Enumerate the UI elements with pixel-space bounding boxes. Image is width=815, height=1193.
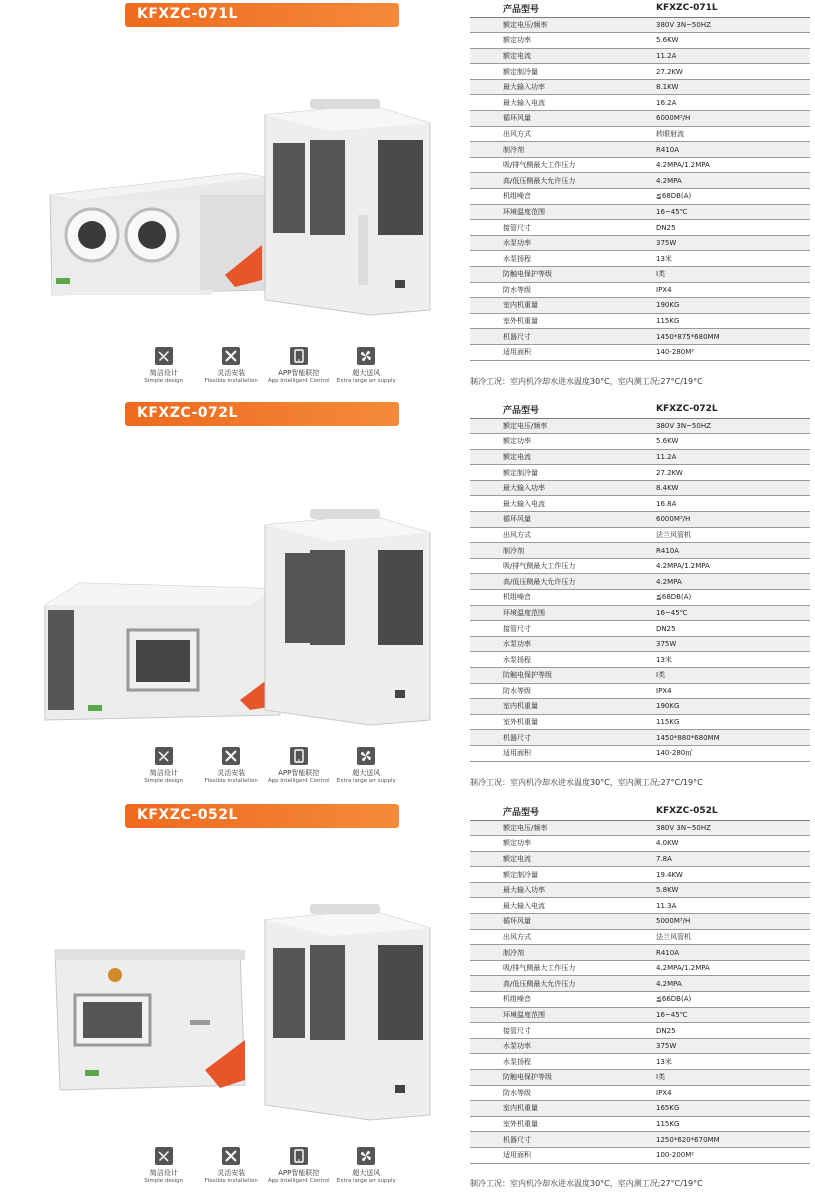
spec-label: 最大输入电流	[470, 496, 650, 512]
spec-label: 防触电保护等级	[470, 668, 650, 684]
spec-row	[470, 1116, 810, 1132]
spec-row	[470, 480, 810, 496]
wrench-screwdriver-icon	[221, 746, 241, 766]
spec-row	[470, 251, 810, 267]
spec-row	[470, 543, 810, 559]
feature-label-en: Flexible installation	[204, 1178, 258, 1184]
feature-label-cn: 超大送风	[352, 769, 381, 777]
feature-app-control	[265, 746, 333, 794]
spec-label: 制冷剂	[470, 142, 650, 158]
spec-label: 额定电压/频率	[470, 17, 650, 33]
spec-row	[470, 449, 810, 465]
spec-row	[470, 418, 810, 434]
model-banner	[125, 804, 399, 828]
pencil-ruler-icon	[154, 346, 174, 366]
spec-value: 5000M³/H	[650, 914, 810, 930]
spec-value: I类	[650, 267, 810, 283]
feature-simple-design	[130, 1146, 198, 1193]
spec-row	[470, 960, 810, 976]
spec-row	[470, 111, 810, 127]
spec-value: 375W	[650, 636, 810, 652]
feature-flexible-installation	[198, 746, 266, 794]
spec-label: 吸/排气侧最大工作压力	[470, 558, 650, 574]
spec-value: DN25	[650, 621, 810, 637]
feature-app-control	[265, 346, 333, 394]
spec-row	[470, 33, 810, 49]
spec-header-row	[470, 803, 810, 820]
spec-value: 16~45℃	[650, 605, 810, 621]
spec-value: 5.8KW	[650, 882, 810, 898]
feature-label-cn: 超大送风	[352, 369, 381, 377]
model-banner	[125, 402, 399, 426]
spec-value: 4.2MPA	[650, 976, 810, 992]
spec-label: 吸/排气侧最大工作压力	[470, 960, 650, 976]
spec-label: 循环风量	[470, 111, 650, 127]
model-title: KFXZC-072L	[137, 405, 238, 421]
spec-value: 1450*875*680MM	[650, 329, 810, 345]
fan-icon	[356, 746, 376, 766]
spec-label: 适用面积	[470, 1147, 650, 1163]
spec-row	[470, 220, 810, 236]
spec-label: 水泵功率	[470, 235, 650, 251]
pencil-ruler-icon	[154, 746, 174, 766]
spec-row	[470, 745, 810, 761]
spec-row	[470, 1101, 810, 1117]
feature-label-cn: APP智能联控	[278, 1169, 320, 1177]
spec-row	[470, 527, 810, 543]
pencil-ruler-icon	[154, 1146, 174, 1166]
spec-row	[470, 1147, 810, 1163]
spec-row	[470, 605, 810, 621]
model-title: KFXZC-052L	[137, 807, 238, 823]
spec-label: 接管尺寸	[470, 220, 650, 236]
spec-label: 水泵功率	[470, 636, 650, 652]
spec-header-model: KFXZC-072L	[650, 401, 810, 418]
spec-row	[470, 329, 810, 345]
product-photo	[40, 505, 450, 765]
spec-row	[470, 434, 810, 450]
spec-value: 140-280㎡	[650, 745, 810, 761]
spec-label: 出风方式	[470, 527, 650, 543]
feature-label-en: App Intelligent Control	[267, 378, 330, 384]
spec-label: 循环风量	[470, 512, 650, 528]
spec-value: 375W	[650, 1038, 810, 1054]
spec-row	[470, 189, 810, 205]
spec-row	[470, 1007, 810, 1023]
feature-flexible-installation	[198, 1146, 266, 1193]
feature-label-en: Flexible installation	[204, 778, 258, 784]
spec-value: DN25	[650, 1023, 810, 1039]
feature-label-en: Extra large air supply	[336, 778, 396, 784]
spec-label: 适用面积	[470, 344, 650, 360]
spec-value: 115KG	[650, 714, 810, 730]
spec-label: 额定电流	[470, 449, 650, 465]
test-condition-note: 制冷工况：室内机冷却水进水温度30°C，室内测工况;27°C/19°C	[470, 377, 703, 386]
feature-label-cn: 简洁设计	[149, 769, 178, 777]
spec-label: 制冷剂	[470, 945, 650, 961]
spec-label: 出风方式	[470, 929, 650, 945]
spec-row	[470, 867, 810, 883]
spec-label: 防触电保护等级	[470, 1070, 650, 1086]
spec-label: 额定制冷量	[470, 867, 650, 883]
spec-label: 额定电压/频率	[470, 418, 650, 434]
feature-label-cn: 简洁设计	[149, 1169, 178, 1177]
spec-label: 机器尺寸	[470, 329, 650, 345]
spec-value: 4.2MPA/1.2MPA	[650, 558, 810, 574]
spec-label: 防触电保护等级	[470, 267, 650, 283]
spec-row	[470, 714, 810, 730]
spec-value: 7.8A	[650, 851, 810, 867]
spec-label: 最大输入电流	[470, 898, 650, 914]
spec-value: DN25	[650, 220, 810, 236]
spec-row	[470, 914, 810, 930]
spec-label: 额定功率	[470, 836, 650, 852]
spec-value: 6000M³/H	[650, 111, 810, 127]
model-banner	[125, 3, 399, 27]
spec-label: 制冷剂	[470, 543, 650, 559]
spec-label: 室外机重量	[470, 313, 650, 329]
spec-label: 循环风量	[470, 914, 650, 930]
spec-row	[470, 64, 810, 80]
spec-row	[470, 344, 810, 360]
spec-label: 额定制冷量	[470, 64, 650, 80]
product-photo	[40, 900, 450, 1160]
spec-value: 100-200M²	[650, 1147, 810, 1163]
spec-row	[470, 298, 810, 314]
test-condition-note: 制冷工况：室内机冷却水进水温度30°C，室内测工况;27°C/19°C	[470, 778, 703, 787]
spec-value: 13米	[650, 251, 810, 267]
feature-row	[130, 746, 400, 794]
spec-value: 27.2KW	[650, 64, 810, 80]
spec-row	[470, 512, 810, 528]
fan-icon	[356, 346, 376, 366]
spec-value: 16.2A	[650, 95, 810, 111]
spec-row	[470, 1085, 810, 1101]
spec-value: 4.2MPA	[650, 574, 810, 590]
feature-flexible-installation	[198, 346, 266, 394]
spec-row	[470, 465, 810, 481]
feature-label-en: Extra large air supply	[336, 1178, 396, 1184]
spec-row	[470, 882, 810, 898]
spec-value: 11.2A	[650, 48, 810, 64]
spec-row	[470, 976, 810, 992]
spec-row	[470, 1023, 810, 1039]
spec-row	[470, 898, 810, 914]
spec-row	[470, 851, 810, 867]
spec-label: 最大输入功率	[470, 480, 650, 496]
spec-label: 水泵扬程	[470, 1054, 650, 1070]
spec-row	[470, 820, 810, 836]
spec-row	[470, 267, 810, 283]
spec-value: 8.1KW	[650, 79, 810, 95]
spec-value: 1250*620*670MM	[650, 1132, 810, 1148]
spec-value: I类	[650, 668, 810, 684]
spec-row	[470, 683, 810, 699]
spec-row	[470, 992, 810, 1008]
fan-icon	[356, 1146, 376, 1166]
spec-header-model: KFXZC-052L	[650, 803, 810, 820]
feature-label-en: Simple design	[144, 1178, 184, 1184]
spec-row	[470, 313, 810, 329]
spec-label: 额定电流	[470, 48, 650, 64]
spec-label: 额定功率	[470, 33, 650, 49]
spec-row	[470, 17, 810, 33]
spec-header-label: 产品型号	[470, 401, 650, 418]
spec-header-row	[470, 401, 810, 418]
spec-row	[470, 636, 810, 652]
spec-label: 吸/排气侧最大工作压力	[470, 157, 650, 173]
feature-large-air-supply	[333, 746, 401, 794]
spec-row	[470, 699, 810, 715]
feature-label-cn: 灵活安装	[217, 369, 246, 377]
spec-value: 1450*880*680MM	[650, 730, 810, 746]
feature-app-control	[265, 1146, 333, 1193]
spec-row	[470, 1070, 810, 1086]
spec-header-row	[470, 0, 810, 17]
spec-row	[470, 836, 810, 852]
spec-row	[470, 496, 810, 512]
spec-label: 室内机重量	[470, 1101, 650, 1117]
spec-row	[470, 204, 810, 220]
spec-label: 机组噪音	[470, 590, 650, 606]
spec-label: 防水等级	[470, 1085, 650, 1101]
spec-value: 165KG	[650, 1101, 810, 1117]
spec-row	[470, 1132, 810, 1148]
spec-value: 13米	[650, 1054, 810, 1070]
spec-label: 额定电压/频率	[470, 820, 650, 836]
feature-label-cn: 超大送风	[352, 1169, 381, 1177]
spec-value: R410A	[650, 945, 810, 961]
spec-value: 190KG	[650, 298, 810, 314]
wrench-screwdriver-icon	[221, 346, 241, 366]
spec-value: 375W	[650, 235, 810, 251]
spec-value: 190KG	[650, 699, 810, 715]
spec-label: 环境温度范围	[470, 1007, 650, 1023]
feature-row	[130, 346, 400, 394]
feature-label-cn: 灵活安装	[217, 769, 246, 777]
feature-label-cn: APP智能联控	[278, 369, 320, 377]
spec-label: 高/低压侧最大允许压力	[470, 976, 650, 992]
spec-row	[470, 157, 810, 173]
spec-value: R410A	[650, 142, 810, 158]
feature-label-en: Simple design	[144, 778, 184, 784]
feature-label-en: App Intelligent Control	[267, 1178, 330, 1184]
feature-large-air-supply	[333, 346, 401, 394]
spec-value: IPX4	[650, 282, 810, 298]
spec-value: 11.2A	[650, 449, 810, 465]
spec-value: 115KG	[650, 1116, 810, 1132]
spec-value: 8.4KW	[650, 480, 810, 496]
spec-value: ≦66DB(A)	[650, 992, 810, 1008]
spec-label: 额定功率	[470, 434, 650, 450]
spec-row	[470, 929, 810, 945]
feature-label-en: Simple design	[144, 378, 184, 384]
spec-row	[470, 945, 810, 961]
spec-label: 最大输入功率	[470, 79, 650, 95]
spec-value: 转眼射流	[650, 126, 810, 142]
feature-label-en: Flexible installation	[204, 378, 258, 384]
spec-label: 机组噪音	[470, 189, 650, 205]
spec-table	[470, 0, 810, 361]
spec-label: 接管尺寸	[470, 1023, 650, 1039]
spec-row	[470, 79, 810, 95]
feature-label-cn: APP智能联控	[278, 769, 320, 777]
feature-label-cn: 灵活安装	[217, 1169, 246, 1177]
spec-value: 4.2MPA	[650, 173, 810, 189]
spec-label: 防水等级	[470, 683, 650, 699]
spec-value: R410A	[650, 543, 810, 559]
spec-value: 380V 3N~50HZ	[650, 418, 810, 434]
wrench-screwdriver-icon	[221, 1146, 241, 1166]
spec-label: 机器尺寸	[470, 1132, 650, 1148]
spec-value: IPX4	[650, 683, 810, 699]
feature-label-cn: 简洁设计	[149, 369, 178, 377]
test-condition-note: 制冷工况：室内机冷却水进水温度30°C，室内测工况;27°C/19°C	[470, 1179, 703, 1188]
spec-label: 高/低压侧最大允许压力	[470, 173, 650, 189]
spec-label: 高/低压侧最大允许压力	[470, 574, 650, 590]
spec-row	[470, 730, 810, 746]
spec-row	[470, 235, 810, 251]
spec-table	[470, 401, 810, 762]
spec-row	[470, 173, 810, 189]
spec-value: 法兰风管机	[650, 929, 810, 945]
spec-value: 140-280M²	[650, 344, 810, 360]
spec-label: 额定电流	[470, 851, 650, 867]
spec-label: 接管尺寸	[470, 621, 650, 637]
spec-row	[470, 668, 810, 684]
spec-value: 法兰风管机	[650, 527, 810, 543]
spec-label: 环境温度范围	[470, 204, 650, 220]
spec-label: 室内机重量	[470, 298, 650, 314]
spec-label: 室外机重量	[470, 1116, 650, 1132]
spec-row	[470, 1038, 810, 1054]
spec-value: 5.6KW	[650, 33, 810, 49]
spec-value: 16~45℃	[650, 1007, 810, 1023]
spec-value: 6000M³/H	[650, 512, 810, 528]
spec-value: IPX4	[650, 1085, 810, 1101]
spec-label: 水泵扬程	[470, 652, 650, 668]
spec-value: 380V 3N~50HZ	[650, 820, 810, 836]
feature-label-en: App Intelligent Control	[267, 778, 330, 784]
spec-row	[470, 558, 810, 574]
spec-value: 115KG	[650, 313, 810, 329]
spec-value: 19.4KW	[650, 867, 810, 883]
spec-row	[470, 590, 810, 606]
spec-label: 最大输入功率	[470, 882, 650, 898]
spec-row	[470, 652, 810, 668]
spec-label: 适用面积	[470, 745, 650, 761]
spec-row	[470, 95, 810, 111]
spec-value: 16~45℃	[650, 204, 810, 220]
feature-label-en: Extra large air supply	[336, 378, 396, 384]
feature-simple-design	[130, 746, 198, 794]
model-title: KFXZC-071L	[137, 6, 238, 22]
spec-row	[470, 621, 810, 637]
spec-value: 16.8A	[650, 496, 810, 512]
feature-simple-design	[130, 346, 198, 394]
phone-app-icon	[289, 346, 309, 366]
spec-label: 机器尺寸	[470, 730, 650, 746]
spec-label: 水泵功率	[470, 1038, 650, 1054]
spec-value: 5.6KW	[650, 434, 810, 450]
spec-row	[470, 1054, 810, 1070]
spec-label: 环境温度范围	[470, 605, 650, 621]
feature-large-air-supply	[333, 1146, 401, 1193]
spec-row	[470, 48, 810, 64]
spec-label: 室外机重量	[470, 714, 650, 730]
feature-row	[130, 1146, 400, 1193]
spec-row	[470, 126, 810, 142]
spec-value: 4.2MPA/1.2MPA	[650, 157, 810, 173]
spec-value: ≦68DB(A)	[650, 590, 810, 606]
spec-label: 机组噪音	[470, 992, 650, 1008]
spec-value: 4.0KW	[650, 836, 810, 852]
spec-row	[470, 282, 810, 298]
spec-header-label: 产品型号	[470, 0, 650, 17]
spec-header-label: 产品型号	[470, 803, 650, 820]
spec-value: 4.2MPA/1.2MPA	[650, 960, 810, 976]
spec-value: 380V 3N~50HZ	[650, 17, 810, 33]
spec-row	[470, 142, 810, 158]
spec-value: 13米	[650, 652, 810, 668]
spec-label: 防水等级	[470, 282, 650, 298]
spec-label: 出风方式	[470, 126, 650, 142]
spec-row	[470, 574, 810, 590]
spec-label: 额定制冷量	[470, 465, 650, 481]
spec-header-model: KFXZC-071L	[650, 0, 810, 17]
spec-value: I类	[650, 1070, 810, 1086]
spec-value: 11.3A	[650, 898, 810, 914]
spec-label: 水泵扬程	[470, 251, 650, 267]
spec-label: 最大输入电流	[470, 95, 650, 111]
spec-label: 室内机重量	[470, 699, 650, 715]
spec-value: ≦68DB(A)	[650, 189, 810, 205]
product-photo	[40, 95, 450, 355]
phone-app-icon	[289, 1146, 309, 1166]
phone-app-icon	[289, 746, 309, 766]
spec-table	[470, 803, 810, 1164]
spec-value: 27.2KW	[650, 465, 810, 481]
